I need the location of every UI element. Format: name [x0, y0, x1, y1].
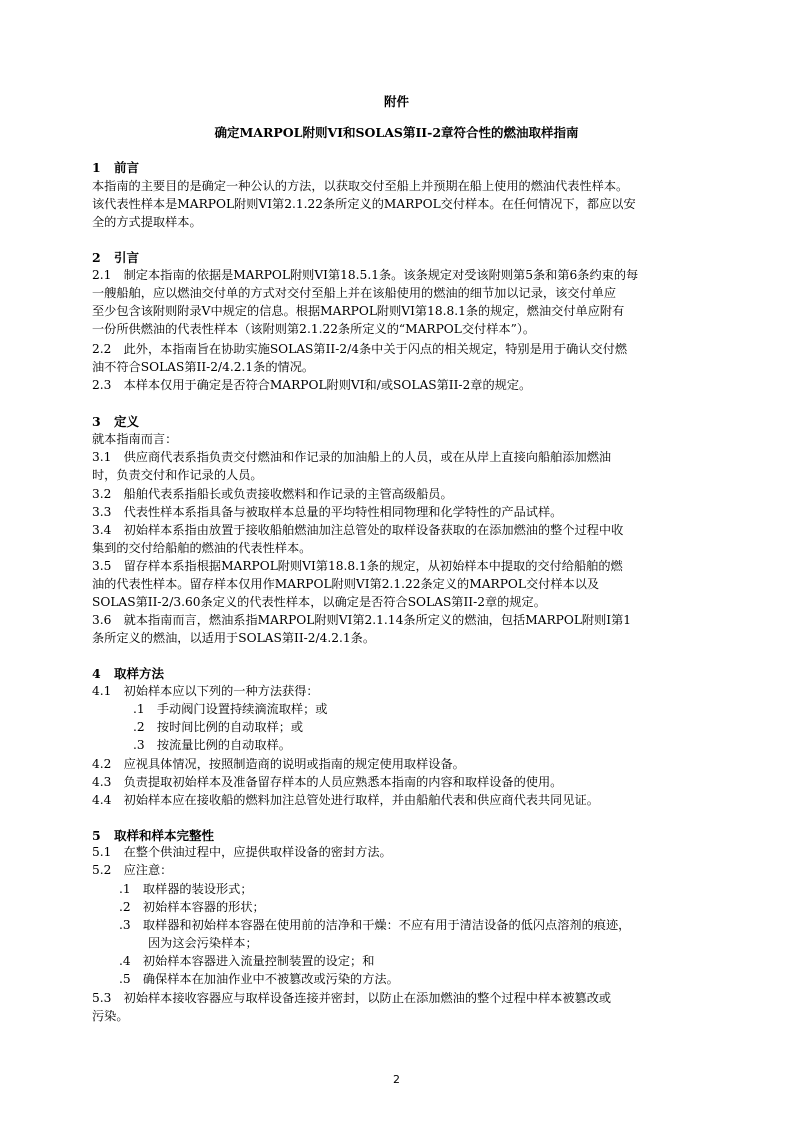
paragraph-line: 油的代表性样本。留存样本仅用作MARPOL附则VI第2.1.22条定义的MARPOL交付样本以及 — [92, 577, 600, 591]
section-4-heading — [92, 664, 164, 682]
list-item: .2 初始样本容器的形状； — [119, 900, 265, 914]
paragraph-line: 2.3 本样本仅用于确定是否符合MARPOL附则VI和/或SOLAS第II-2章的规定。 — [92, 378, 532, 392]
paragraph-line: 3.2 船舶代表系指船长或负责接收燃料和作记录的主管高级船员。 — [92, 487, 453, 501]
list-item: .1 取样器的装设形式； — [119, 882, 253, 896]
paragraph-line: 条所定义的燃油，以适用于SOLAS第II-2/4.2.1条。 — [92, 631, 376, 645]
list-item: .5 确保样本在加油作业中不被篡改或污染的方法。 — [119, 972, 399, 986]
paragraph-line: 时，负责交付和作记录的人员。 — [92, 468, 263, 482]
section-1-heading — [92, 158, 139, 176]
section-title: 取样方法 — [114, 666, 165, 681]
section-number: 2 — [92, 250, 101, 265]
section-number: 4 — [92, 666, 101, 681]
paragraph-line: 2.2 此外，本指南旨在协助实施SOLAS第II-2/4条中关于闪点的相关规定，特别是用于确认交付燃 — [92, 342, 628, 356]
paragraph-line: 一艘船舶，应以燃油交付单的方式对交付至船上并在该船使用的燃油的细节加以记录，该交付单应 — [92, 286, 617, 300]
section-number: 3 — [92, 414, 101, 429]
paragraph-line: 油不符合SOLAS第II-2/4.2.1条的情况。 — [92, 360, 315, 374]
paragraph-line: 本指南的主要目的是确定一种公认的方法，以获取交付至船上并预期在船上使用的燃油代表性样本。 — [92, 179, 629, 193]
paragraph-line: 污染。 — [92, 1009, 129, 1023]
section-title: 引言 — [114, 250, 140, 265]
paragraph-line: 4.1 初始样本应以下列的一种方法获得： — [92, 684, 319, 698]
paragraph-line: 2.1 制定本指南的依据是MARPOL附则VI第18.5.1条。该条规定对受该附则第5条和第6条约束的每 — [92, 268, 639, 282]
section-title: 前言 — [114, 160, 140, 175]
section-number: 1 — [92, 160, 101, 175]
paragraph-line: 4.2 应视具体情况，按照制造商的说明或指南的规定使用取样设备。 — [92, 757, 465, 771]
paragraph-line: 3.5 留存样本系指根据MARPOL附则VI第18.8.1条的规定，从初始样本中提取的交付给船舶的燃 — [92, 559, 623, 573]
section-2-heading — [92, 248, 139, 266]
list-item: .1 手动阀门设置持续滴流取样；或 — [133, 702, 328, 716]
paragraph-line: 该代表性样本是MARPOL附则VI第2.1.22条所定义的MARPOL交付样本。在任何情况下，都应以安 — [92, 197, 636, 211]
paragraph-line: 一份所供燃油的代表性样本（该附则第2.1.22条所定义的“MARPOL交付样本”）。 — [92, 322, 536, 336]
annex-label: 附件 — [383, 94, 409, 109]
list-item-continuation: 因为这会污染样本； — [148, 936, 258, 950]
paragraph-line: 4.3 负责提取初始样本及准备留存样本的人员应熟悉本指南的内容和取样设备的使用。 — [92, 775, 563, 789]
paragraph-line: 5.2 应注意： — [92, 863, 173, 877]
section-title: 取样和样本完整性 — [114, 828, 215, 843]
list-item: .3 取样器和初始样本容器在使用前的洁净和干燥：不应有用于清洁设备的低闪点溶剂的痕迹， — [119, 918, 631, 932]
section-5-heading — [92, 826, 214, 844]
section-3-heading — [92, 412, 139, 430]
paragraph-line: SOLAS第II-2/3.60条定义的代表性样本，以确定是否符合SOLAS第II-2章的规定。 — [92, 595, 546, 609]
paragraph-line: 3.1 供应商代表系指负责交付燃油和作记录的加油船上的人员，或在从岸上直接向船舶添加燃油 — [92, 450, 612, 464]
paragraph-line: 集到的交付给船舶的燃油的代表性样本。 — [92, 541, 312, 555]
document-title: 确定MARPOL附则VI和SOLAS第II-2章符合性的燃油取样指南 — [214, 125, 579, 140]
section-number: 5 — [92, 828, 101, 843]
section-title: 定义 — [114, 414, 140, 429]
list-item: .2 按时间比例的自动取样；或 — [133, 720, 304, 734]
paragraph-line: 3.3 代表性样本系指具备与被取样本总量的平均特性相同物理和化学特性的产品试样。 — [92, 505, 563, 519]
paragraph-line: 全的方式提取样本。 — [92, 215, 202, 229]
list-item: .4 初始样本容器进入流量控制装置的设定；和 — [119, 954, 375, 968]
paragraph-line: 至少包含该附则附录V中规定的信息。根据MARPOL附则VI第18.8.1条的规定，燃油交付单应附有 — [92, 304, 625, 318]
paragraph-line: 5.3 初始样本接收容器应与取样设备连接并密封，以防止在添加燃油的整个过程中样本被篡改或 — [92, 991, 612, 1005]
list-item: .3 按流量比例的自动取样。 — [133, 738, 291, 752]
paragraph-line: 就本指南而言： — [92, 432, 178, 446]
paragraph-line: 4.4 初始样本应在接收船的燃料加注总管处进行取样，并由船舶代表和供应商代表共同见证。 — [92, 793, 599, 807]
paragraph-line: 3.4 初始样本系指由放置于接收船舶燃油加注总管处的取样设备获取的在添加燃油的整个过程中收 — [92, 523, 624, 537]
paragraph-line: 3.6 就本指南而言，燃油系指MARPOL附则VI第2.1.14条所定义的燃油，包括MARPOL附则I第1 — [92, 613, 632, 627]
paragraph-line: 5.1 在整个供油过程中，应提供取样设备的密封方法。 — [92, 845, 392, 859]
page-number: 2 — [393, 1073, 400, 1086]
